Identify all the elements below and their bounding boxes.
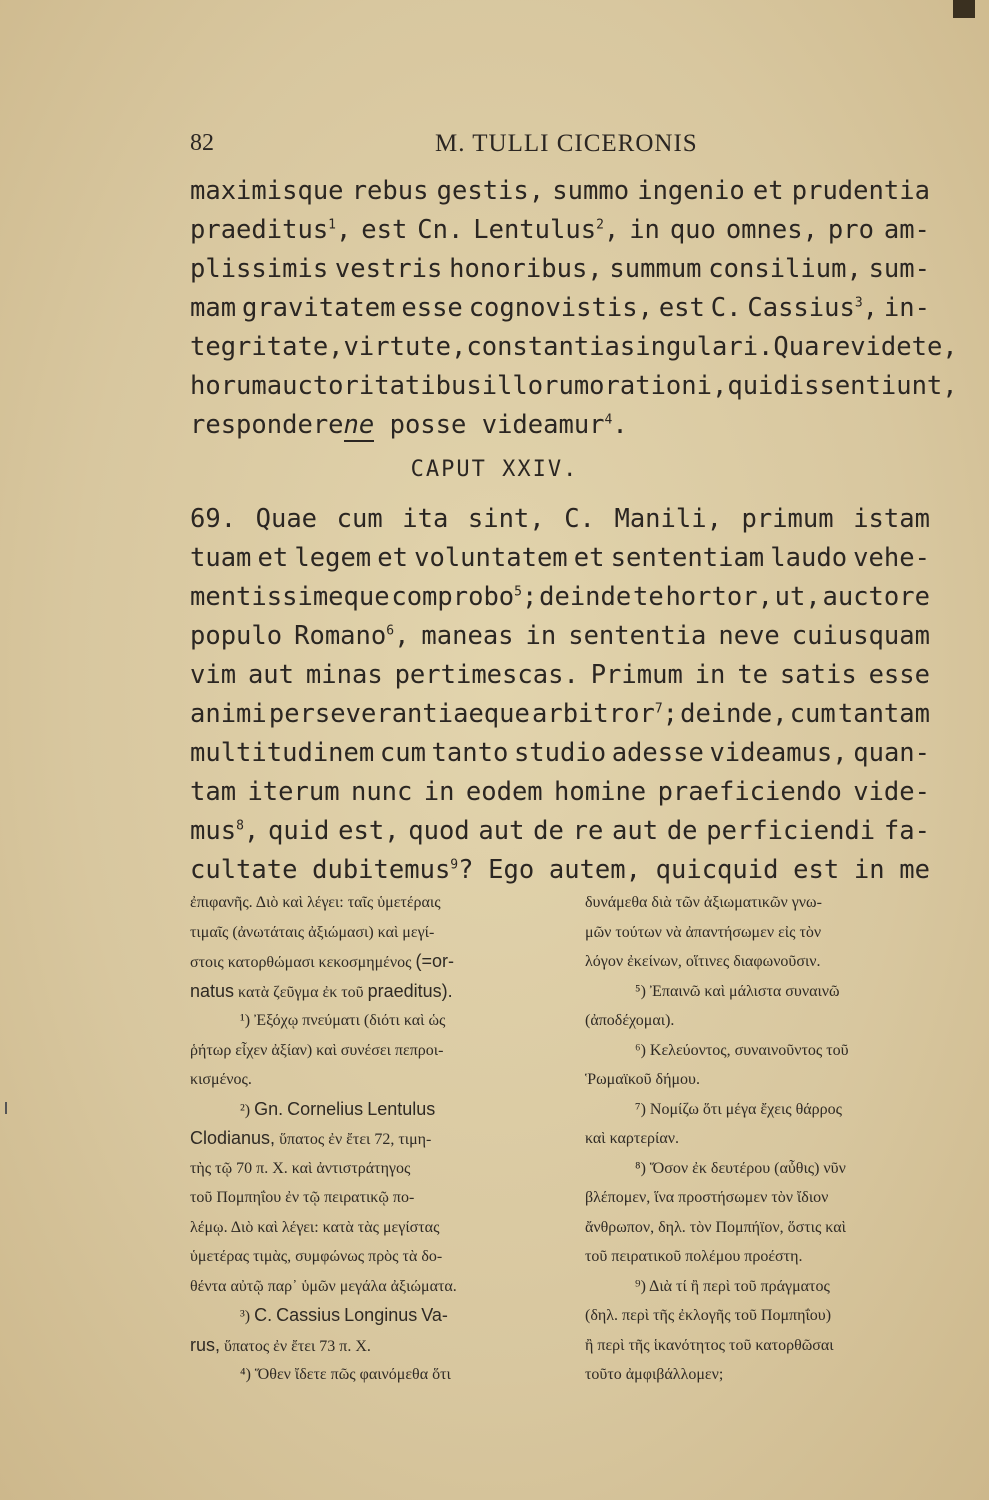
word: pro — [827, 215, 874, 245]
page-header — [190, 130, 930, 170]
word: primum — [741, 504, 834, 534]
footnote-ref: 5 — [514, 584, 522, 600]
footnote-line: Ῥωμαϊκοῦ δήμου. — [585, 1071, 700, 1088]
word: vestris — [334, 254, 443, 284]
footnote-line: ὑμετέρας τιμὰς, συμφώνως πρὸς τὰ δο- — [190, 1248, 443, 1265]
word: constantia — [466, 332, 620, 362]
word: singulari. — [619, 332, 774, 362]
word: rebus — [351, 176, 429, 206]
word: pertimescas. — [394, 660, 579, 690]
word: eodem — [465, 777, 543, 807]
word: summum — [609, 254, 702, 284]
word: cum — [379, 738, 426, 768]
footnote-line: ⁴) Ὅθεν ἴδετε πῶς φαινόμεθα ὅτι — [240, 1366, 451, 1383]
footnote-line: ἄνθρωπον, δηλ. τὸν Πομπήϊον, ὅστις καὶ — [585, 1218, 846, 1236]
word: sint, — [467, 504, 545, 534]
footnotes-left-column — [190, 888, 555, 1390]
word: quan- — [853, 738, 930, 768]
word: dubitemus$^9$? — [312, 855, 474, 885]
word: Manili, — [614, 504, 722, 534]
chapter-heading: CAPUT XXIV. — [410, 457, 579, 482]
footnote-ref: 4 — [604, 412, 613, 428]
text-line — [190, 289, 930, 328]
paragraph-2-lines — [190, 500, 930, 890]
word: Lentulus$^2$, — [473, 215, 620, 245]
footnote-line: καὶ καρτερίαν. — [585, 1130, 679, 1147]
word: fa- — [883, 816, 930, 846]
word: autem, — [548, 855, 641, 885]
word: cum — [336, 504, 383, 534]
word: voluntatem — [414, 543, 568, 573]
text-line — [190, 734, 930, 773]
footnote-line: τὴς τῷ 70 π. Χ. καὶ ἀντιστράτηγος — [190, 1159, 411, 1177]
word: nunc — [350, 777, 413, 807]
footnote-line: δυνάμεθα διὰ τῶν ἀξιωματικῶν γνω- — [585, 894, 822, 911]
word: comprobo$^5$; — [391, 582, 538, 612]
footnote-line: λόγον ἐκείνων, οἵτινες διαφωνοῦσιν. — [585, 953, 821, 970]
margin-mark — [5, 1102, 7, 1114]
word: tuam — [190, 543, 252, 573]
page-number: 82 — [190, 130, 214, 156]
word: neve — [718, 621, 780, 651]
word: tam — [190, 777, 237, 807]
footnote-line: ⁷) Νομίζω ὅτι μέγα ἔχεις θάρρος — [635, 1100, 842, 1118]
word: quicquid — [655, 855, 779, 885]
word: et — [573, 543, 605, 573]
word: auctoritatibus — [266, 371, 482, 401]
word: aut — [612, 816, 659, 846]
word: sententiam — [610, 543, 765, 573]
word: Cassius$^3$, — [747, 293, 879, 323]
text-line — [190, 250, 930, 289]
word: in — [423, 777, 455, 807]
word: populo — [190, 621, 283, 651]
word: cognovistis, — [468, 293, 653, 323]
paragraph-1-lines — [190, 172, 958, 406]
word: gestis, — [436, 176, 545, 206]
footnote-ref: 2 — [596, 217, 604, 233]
footnote-line: τιμαῖς (ἀνωτάταις ἀξιώμασι) καὶ μεγί- — [190, 923, 435, 941]
footnote-line: βλέπομεν, ἵνα προστήσωμεν τὸν ἴδιον — [585, 1189, 829, 1206]
footnote-ref: 9 — [450, 857, 459, 873]
word: perseverantiaeque — [268, 699, 530, 729]
main-text-paragraph-1 — [190, 172, 958, 445]
footnote-line: ἢ περὶ τῆς ἱκανότητος τοῦ κατορθῶσαι — [585, 1336, 834, 1354]
text-line — [190, 367, 958, 406]
word: horum — [190, 371, 267, 401]
word: quid — [267, 816, 330, 846]
word: te — [737, 660, 769, 690]
word: cuiusquam — [791, 621, 930, 651]
text-line — [190, 773, 930, 812]
footnote-line: ⁹) Διὰ τί ἢ περὶ τοῦ πράγματος — [635, 1277, 830, 1295]
word: deinde — [539, 582, 632, 612]
word: maneas — [421, 621, 514, 651]
text-line — [190, 500, 930, 539]
word: praeficiendo — [657, 777, 842, 807]
word: hortor, — [665, 582, 773, 612]
word: et — [752, 176, 784, 206]
word: in — [853, 855, 885, 885]
word: adesse — [611, 738, 704, 768]
word: est — [793, 855, 840, 885]
word: prudentia — [791, 176, 930, 206]
word: perficiendi — [706, 816, 876, 846]
word: te — [632, 582, 664, 612]
word: quo — [669, 215, 716, 245]
word: Ego — [488, 855, 535, 885]
word: orationi, — [589, 371, 728, 401]
footnote-line: τοῦτο ἀμφιβάλλομεν; — [585, 1366, 724, 1383]
page-edge-mark — [953, 0, 975, 18]
footnote-line: θέντα αὐτῷ παρ᾽ ὑμῶν μεγάλα ἀξιώματα. — [190, 1277, 457, 1295]
word: mus$^8$, — [190, 816, 260, 846]
word: studio — [513, 738, 607, 768]
word: in — [694, 660, 726, 690]
word: me — [899, 855, 930, 885]
word: quod — [408, 816, 470, 846]
footnote-line: (ἀποδέχομαι). — [585, 1012, 675, 1029]
footnote-ref: 7 — [654, 701, 663, 717]
footnote-ref: 3 — [854, 295, 863, 311]
word: tanto — [431, 738, 509, 768]
word: maximisque — [190, 176, 344, 206]
word: vide- — [853, 777, 930, 807]
word: C. — [710, 293, 742, 323]
text-line — [190, 812, 930, 851]
word: summo — [552, 176, 630, 206]
word: Primum — [590, 660, 683, 690]
text-line — [190, 172, 930, 211]
word: legem — [294, 543, 372, 573]
word: est — [658, 293, 705, 323]
last-line-text-a: respondere — [190, 410, 344, 440]
footnote-line: τοῦ Πομπηΐου ἐν τῷ πειρατικῷ πο- — [190, 1189, 415, 1206]
word: esse — [401, 293, 463, 323]
word: Romano$^6$, — [294, 621, 410, 651]
word: tantam — [837, 699, 930, 729]
text-line — [190, 328, 958, 367]
word: est — [361, 215, 408, 245]
word: in- — [883, 293, 930, 323]
word: satis — [779, 660, 857, 690]
word: mam — [190, 293, 237, 323]
footnotes-right-column — [585, 888, 930, 1390]
word: virtute, — [343, 332, 467, 362]
word: tegritate, — [190, 332, 344, 362]
footnote-line: ῥήτωρ εἶχεν ἀξίαν) καὶ συνέσει πεπροι- — [190, 1041, 444, 1059]
text-line — [190, 539, 930, 578]
word: de — [666, 816, 698, 846]
footnote-line: ⁶) Κελεύοντος, συναινοῦντος τοῦ — [635, 1041, 849, 1059]
footnote-line: στοις κατορθώμασι κεκοσμημένος (=or- — [190, 951, 454, 971]
word: am- — [883, 215, 930, 245]
footnote-line: λέμῳ. Διὸ καὶ λέγει: κατὰ τὰς μεγίστας — [190, 1218, 440, 1236]
footnote-line: (δηλ. περὶ τῆς ἐκλογῆς τοῦ Πομπηΐου) — [585, 1307, 832, 1324]
main-text-paragraph-2 — [190, 500, 930, 890]
word: in — [629, 215, 660, 245]
footnote-line: ²) Gn. Cornelius Lentulus — [240, 1098, 436, 1119]
paragraph-1-last-line — [190, 406, 930, 445]
word: videte, — [850, 332, 958, 362]
word: C. — [564, 504, 595, 534]
word: ingenio — [637, 176, 745, 206]
word: laudo — [770, 543, 848, 573]
word: multitudinem — [190, 738, 375, 768]
word: arbitror$^7$; — [531, 699, 678, 729]
word: mentissimeque — [190, 582, 390, 612]
footnote-line: ⁸) Ὅσον ἐκ δευτέρου (αὖθις) νῦν — [635, 1159, 846, 1177]
footnote-line: ἐπιφανῆς. Διὸ καὶ λέγει: ταῖς ὑμετέραις — [190, 894, 441, 911]
word: esse — [868, 660, 930, 690]
word: cultate — [190, 855, 298, 885]
word: Quae — [255, 504, 318, 534]
footnote-ref: 8 — [236, 818, 244, 834]
word: qui — [727, 371, 774, 401]
footnote-line: ⁵) Ἐπαινῶ καὶ μάλιστα συναινῶ — [635, 982, 840, 1000]
word: animi — [190, 699, 267, 729]
word: plissimis — [190, 254, 329, 284]
word: homine — [554, 777, 647, 807]
word: Quare — [773, 332, 851, 362]
last-line-text-c: posse videamur — [374, 410, 605, 440]
word: iterum — [247, 777, 340, 807]
word: cum — [789, 699, 836, 729]
footnote-ref: 1 — [328, 217, 336, 233]
word: videamus, — [709, 738, 848, 768]
word: omnes, — [725, 215, 818, 245]
text-line — [190, 617, 930, 656]
word: vim — [190, 660, 237, 690]
word: est, — [338, 816, 400, 846]
word: aut — [247, 660, 295, 690]
text-line — [190, 211, 930, 250]
word: deinde, — [680, 699, 788, 729]
footnote-line: ¹) Ἐξόχῳ πνεύματι (διότι καὶ ὡς — [240, 1012, 446, 1029]
word: dissentiunt, — [773, 371, 958, 401]
word: et — [257, 543, 289, 573]
text-line — [190, 695, 930, 734]
word: gravitatem — [241, 293, 396, 323]
word: et — [377, 543, 408, 573]
word: in — [525, 621, 557, 651]
word: auctore — [822, 582, 930, 612]
word: sententia — [568, 621, 707, 651]
footnote-line: Clodianus, ὕπατος ἐν ἔτει 72, τιμη- — [190, 1128, 432, 1148]
word: vehe- — [853, 543, 930, 573]
word: illorum — [481, 371, 590, 401]
text-line — [190, 851, 930, 890]
footnote-line: natus κατὰ ζεῦγμα ἐκ τοῦ praeditus). — [190, 980, 453, 1001]
word: sum- — [868, 254, 930, 284]
running-title: M. TULLI CICERONIS — [435, 130, 698, 157]
footnote-line: κισμένος. — [190, 1071, 252, 1088]
word: ut, — [774, 582, 821, 612]
footnote-line: rus, ὕπατος ἐν ἔτει 73 π. Χ. — [190, 1334, 371, 1355]
last-line-text-d: . — [612, 410, 628, 440]
text-line — [190, 578, 930, 617]
word: ita — [402, 504, 449, 534]
word: honoribus, — [449, 254, 603, 284]
footnote-line: μῶν τούτων νὰ ἀπαντήσωμεν εἰς τὸν — [585, 923, 822, 941]
footnote-line: ³) C. Cassius Longinus Va- — [240, 1305, 448, 1325]
word: istam — [853, 504, 930, 534]
word: de — [533, 816, 564, 846]
word: consilium, — [708, 254, 862, 284]
word: minas — [305, 660, 383, 690]
word: re — [572, 816, 604, 846]
word: praeditus$^1$, — [190, 215, 352, 245]
underlined-enclitic: ne — [343, 410, 375, 440]
word: aut — [478, 816, 525, 846]
word: Cn. — [417, 215, 464, 245]
word: 69. — [190, 504, 237, 534]
footnote-line: τοῦ πειρατικοῦ πολέμου προέστη. — [585, 1248, 803, 1265]
footnote-ref: 6 — [386, 623, 395, 639]
text-line — [190, 656, 930, 695]
